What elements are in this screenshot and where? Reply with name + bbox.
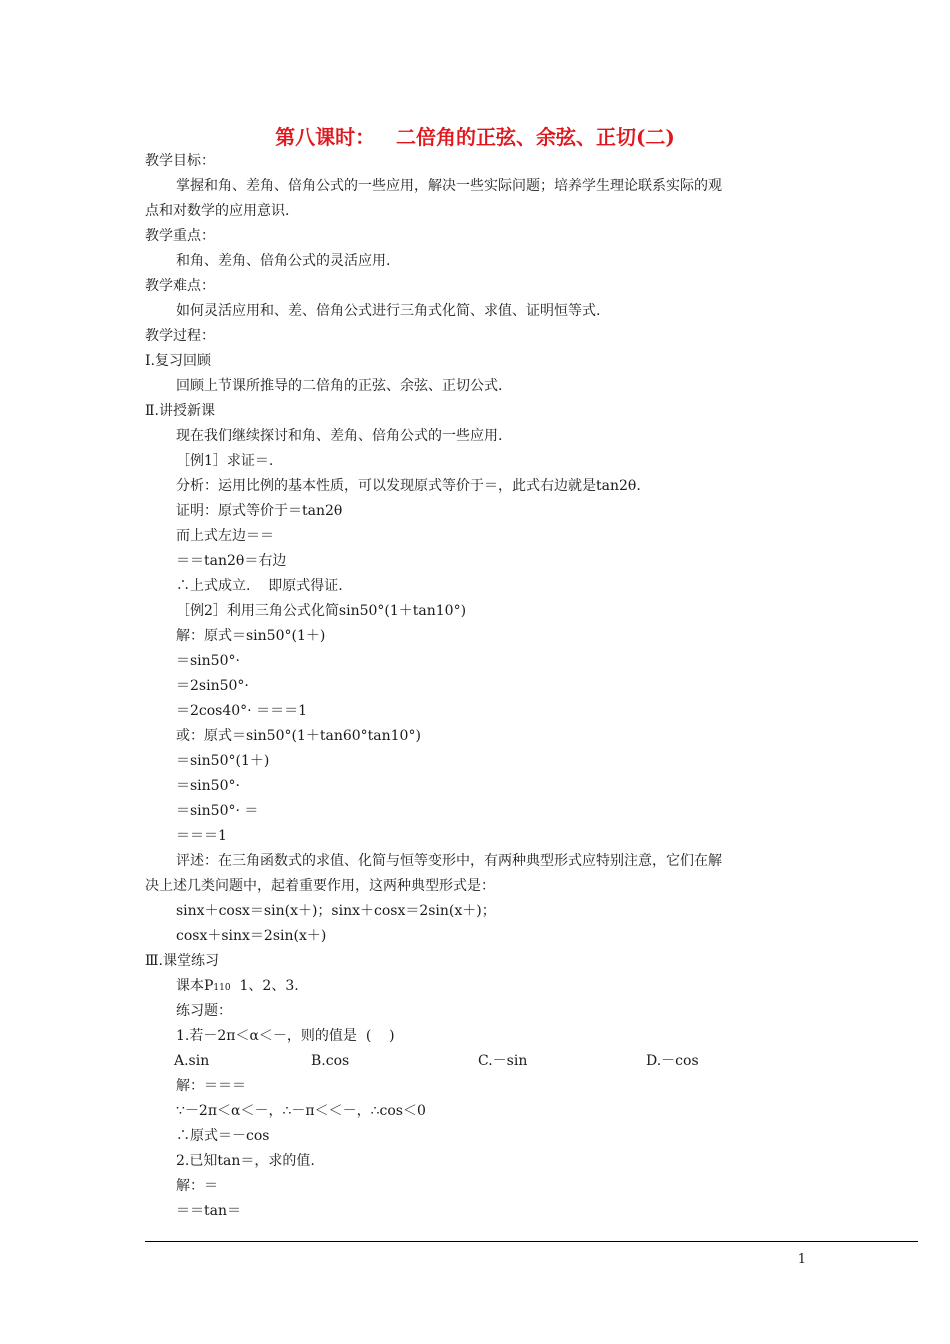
difficulties-text: 如何灵活应用和、差、倍角公式进行三角式化简、求值、证明恒等式.: [176, 303, 601, 319]
document-title: 第八课时： 二倍角的正弦、余弦、正切(二): [275, 125, 675, 149]
section-new-lesson-heading: Ⅱ.讲授新课: [145, 403, 215, 419]
example-1-analysis: 分析：运用比例的基本性质，可以发现原式等价于＝，此式右边就是tan2θ.: [176, 478, 641, 494]
textbook-prefix: 课本P: [176, 978, 214, 994]
example-2-alt-step-2: ＝sin50°·: [176, 778, 240, 794]
example-1-step-1: 而上式左边＝＝: [176, 528, 274, 544]
page-number: 1: [797, 1252, 806, 1267]
difficulties-heading: 教学难点：: [145, 278, 215, 294]
option-a: A.sin: [174, 1053, 210, 1069]
exercises-heading: 练习题：: [176, 1003, 232, 1019]
question-1: 1.若－2π＜α＜－，则的值是 ( ): [176, 1028, 395, 1044]
section-review-text: 回顾上节课所推导的二倍角的正弦、余弦、正切公式.: [176, 378, 503, 394]
key-points-text: 和角、差角、倍角公式的灵活应用.: [176, 253, 391, 269]
example-2-step-3: ＝2cos40°· ＝＝＝1: [176, 703, 307, 719]
comment-line-1: 评述：在三角函数式的求值、化简与恒等变形中，有两种典型形式应特别注意，它们在解: [176, 853, 722, 869]
example-1-title: ［例1］求证＝.: [176, 453, 274, 469]
comment-formula-1: sinx＋cosx＝sin(x＋)；sinx＋cosx＝2sin(x＋)；: [176, 903, 496, 919]
section-practice-heading: Ⅲ.课堂练习: [145, 953, 219, 969]
textbook-page-subscript: 110: [213, 983, 231, 993]
example-2-alternative: 或：原式＝sin50°(1＋tan60°tan10°): [176, 728, 421, 744]
example-2-step-2: ＝2sin50°·: [176, 678, 249, 694]
process-heading: 教学过程：: [145, 328, 215, 344]
textbook-suffix: 1、2、3.: [230, 978, 299, 994]
question-2: 2.已知tan＝，求的值.: [176, 1153, 315, 1169]
example-1-proof: 证明：原式等价于＝tan2θ: [176, 503, 343, 519]
comment-line-2: 决上述几类问题中，起着重要作用，这两种典型形式是：: [145, 878, 495, 894]
teaching-goal-line-2: 点和对数学的应用意识.: [145, 203, 290, 219]
example-2-alt-step-4: ＝＝＝1: [176, 828, 227, 844]
example-2-step-1: ＝sin50°·: [176, 653, 240, 669]
teaching-goal-heading: 教学目标：: [145, 153, 215, 169]
option-c: C.－sin: [478, 1053, 528, 1069]
example-2-alt-step-1: ＝sin50°(1＋): [176, 753, 270, 769]
question-1-solution-3: ∴原式＝－cos: [176, 1128, 270, 1144]
example-1-conclusion: ∴上式成立. 即原式得证.: [176, 578, 343, 594]
option-b: B.cos: [311, 1053, 350, 1069]
question-1-solution-2: ∵－2π＜α＜－，∴－π＜＜－，∴cos＜0: [176, 1103, 426, 1119]
section-review-heading: Ⅰ.复习回顾: [145, 353, 211, 369]
question-2-solution-2: ＝＝tan＝: [176, 1203, 241, 1219]
example-2-alt-step-3: ＝sin50°· ＝: [176, 803, 259, 819]
textbook-reference: [176, 976, 299, 998]
teaching-goal-line-1: 掌握和角、差角、倍角公式的一些应用，解决一些实际问题；培养学生理论联系实际的观: [176, 178, 722, 194]
example-1-step-2: ＝＝tan2θ＝右边: [176, 553, 287, 569]
question-1-solution-1: 解：＝＝＝: [176, 1078, 246, 1094]
comment-formula-2: cosx＋sinx＝2sin(x＋): [176, 928, 327, 944]
option-d: D.－cos: [646, 1053, 699, 1069]
footer-divider: [145, 1241, 918, 1242]
example-2-title: ［例2］利用三角公式化简sin50°(1＋tan10°): [176, 603, 467, 619]
example-2-solution: 解：原式＝sin50°(1＋): [176, 628, 326, 644]
question-2-solution-1: 解：＝: [176, 1178, 218, 1194]
key-points-heading: 教学重点：: [145, 228, 215, 244]
new-lesson-intro: 现在我们继续探讨和角、差角、倍角公式的一些应用.: [176, 428, 503, 444]
